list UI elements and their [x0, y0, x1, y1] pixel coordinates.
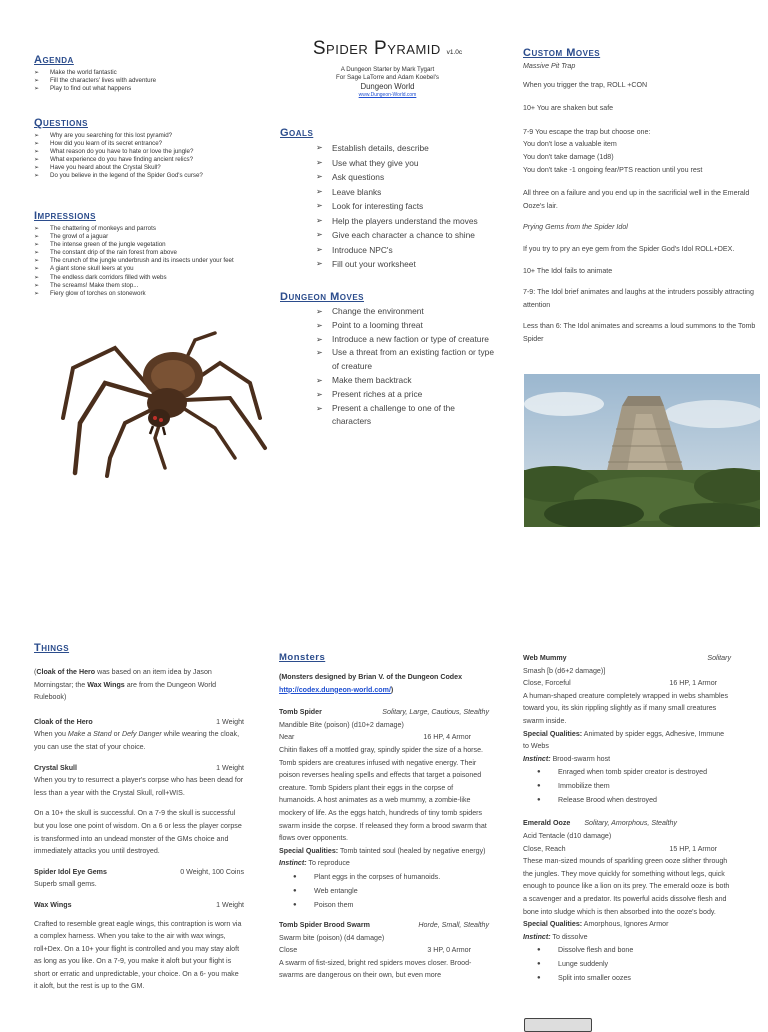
item-weight: 1 Weight — [216, 763, 244, 772]
list-item: ➢ Present a challenge to one of the characters — [280, 402, 495, 430]
agenda-section — [34, 54, 244, 93]
agenda-list — [34, 69, 244, 93]
monster-header — [279, 706, 489, 719]
monsters-continued — [523, 652, 731, 985]
list-item: ➢ Present riches at a price — [280, 388, 495, 402]
list-item: ➢ The crunch of the jungle underbrush and its insects under your feet — [34, 257, 239, 265]
monster-qualities: Special Qualities: Tomb tainted soul (healed by negative energy) — [279, 846, 486, 855]
item-header — [34, 899, 244, 912]
monster-header — [523, 652, 731, 665]
monster-description: A human-shaped creature completely wrapped in webs shambles toward you, its skin rippling slightly as if many small creatures swarm inside. — [523, 691, 729, 725]
dungeon-moves-list — [280, 305, 495, 429]
monster-attack: Smash [b (d6+2 damage)] — [523, 666, 606, 675]
list-item: ● Release Brood when destroyed — [523, 793, 731, 807]
item-description: When you Make a Stand or Defy Danger while wearing the cloak, you can use the stat of your choice. — [34, 730, 240, 751]
list-item: ➢ Change the environment — [280, 305, 495, 319]
goals-heading: Goals — [280, 127, 314, 139]
codex-link[interactable]: http://codex.dungeon-world.com/ — [279, 685, 391, 694]
monster-attack: Acid Tentacle (d10 damage) — [523, 831, 612, 840]
list-item: ➢ Have you heard about the Crystal Skull? — [34, 164, 254, 172]
list-item: ➢ Why are you searching for this lost pyramid? — [34, 132, 254, 140]
item-description: Crafted to resemble great eagle wings, this contraption is worn via a complex harness. When you take to the air with wax wings, roll+Dex. On a 10+ your flight is controlled and you may stay aloft as long as you like. On a 7-9, you make it aloft but your flight is short or erratic and unpredictable, your choice. On a 6- you make it aloft, but the rest is up to the GM. — [34, 919, 242, 991]
item-header — [34, 762, 244, 775]
trap-title: Massive Pit Trap — [523, 62, 576, 70]
trap-result-79: 7-9 You escape the trap but choose one: — [523, 127, 651, 136]
item-weight: 1 Weight — [216, 900, 244, 909]
list-item: ➢ Use a threat from an existing faction or type of creature — [280, 346, 495, 374]
monster-stats-row: Close, Forceful 16 HP, 1 Armor — [523, 679, 717, 688]
trap-option: You don't lose a valuable item — [523, 140, 617, 149]
item-name: Cloak of the Hero — [34, 717, 93, 726]
list-item: ➢ Use what they give you — [280, 156, 500, 171]
trap-failure: All three on a failure and you end up in the sacrificial well in the Emerald Ooze's lair. — [523, 189, 750, 210]
list-item: ➢ Introduce a new faction or type of creature — [280, 333, 495, 347]
monster-moves — [523, 943, 731, 985]
list-item: ● Plant eggs in the corpses of humanoids. — [279, 870, 489, 884]
things-heading: Things — [34, 642, 70, 654]
monster-description: A swarm of fist-sized, bright red spiders moves closer. Brood-swarms are dangerous on their own, but even more — [279, 958, 472, 980]
license-badge — [524, 1018, 592, 1032]
monster-description: Chitin flakes off a mottled gray, spindly spider the size of a horse. Tomb spiders are creatures infused with negative energy. Their poison reverses healing spells and effects that target a poisoned creature. Tomb Spiders plant their eggs in the corpse of humanoids. A host animates as a web mummy, a zombie-like mockery of life. As the eggs hatch, hundreds of tiny tomb spiders swarm inside the corpse. If released they form a brood swarm that flows over opponents. — [279, 745, 487, 843]
goals-list — [280, 141, 500, 272]
list-item: ● Immobilize them — [523, 779, 731, 793]
trap-trigger: When you trigger the trap, ROLL +CON — [523, 80, 648, 89]
goals-section — [280, 127, 500, 272]
page-title: Spider Pyramid — [312, 38, 441, 59]
questions-list — [34, 132, 254, 181]
monster-name: Web Mummy — [523, 654, 567, 662]
idol-result-10: 10+ The Idol fails to animate — [523, 266, 613, 275]
list-item: ➢ The screams! Make them stop... — [34, 282, 239, 290]
monster-tags: Solitary — [707, 654, 731, 662]
monsters-credit: (Monsters designed by Brian V. of the Dungeon Codex http://codex.dungeon-world.com/) — [279, 673, 463, 694]
things-section — [34, 642, 244, 993]
list-item: ● Poison them — [279, 898, 489, 912]
list-item: ➢ What reason do you have to hate or love the jungle? — [34, 148, 254, 156]
list-item: ➢ The endless dark corridors filled with webs — [34, 274, 239, 282]
list-item: ➢ Fill out your worksheet — [280, 257, 500, 272]
questions-heading: Questions — [34, 117, 88, 129]
trap-result-10: 10+ You are shaken but safe — [523, 104, 614, 113]
idol-result-fail: Less than 6: The Idol animates and screams a loud summons to the Tomb Spider — [523, 322, 756, 343]
monster-tags: Solitary, Amorphous, Stealthy — [584, 819, 677, 828]
version-label: v1.0c — [446, 49, 463, 56]
list-item: ➢ The constant drip of the rain forest from above — [34, 249, 239, 257]
list-item: ● Dissolve flesh and bone — [523, 943, 731, 957]
monster-header — [523, 817, 731, 830]
item-name: Crystal Skull — [34, 763, 77, 772]
agenda-heading: Agenda — [34, 54, 74, 66]
monster-description: These man-sized mounds of sparkling green ooze slither through the jungles. They move quickly for something without legs, quick enough to pounce like a lion on its prey. The emerald ooze is both a scavenger and a predator. Its powerful acids dissolve flesh and bone into sludge which is then absorbed into the ooze's body. — [523, 857, 730, 916]
impressions-section — [34, 210, 239, 298]
list-item: ➢ Give each character a chance to shine — [280, 228, 500, 243]
idol-trigger: If you try to pry an eye gem from the Spider God's Idol ROLL+DEX. — [523, 244, 735, 253]
list-item: ➢ Fiery glow of torches on stonework — [34, 290, 239, 298]
item-header — [34, 866, 244, 879]
list-item: ➢ Ask questions — [280, 170, 500, 185]
item-name: Spider Idol Eye Gems — [34, 867, 107, 876]
trap-option: You don't take damage (1d8) — [523, 152, 614, 161]
list-item: ➢ The intense green of the jungle vegetation — [34, 241, 239, 249]
byline: A Dungeon Starter by Mark Tygart — [340, 66, 435, 73]
item-header — [34, 716, 244, 729]
list-item: ➢ Fill the characters' lives with adventure — [34, 77, 244, 85]
game-name: Dungeon World — [360, 82, 415, 91]
monster-tags: Solitary, Large, Cautious, Stealthy — [382, 708, 489, 717]
list-item: ➢ Play to find out what happens — [34, 85, 244, 93]
list-item: ➢ Do you believe in the legend of the Spider God's curse? — [34, 172, 254, 180]
idol-result-79: 7-9: The Idol brief animates and laughs at the intruders possibly attracting attention — [523, 288, 754, 309]
list-item: ➢ How did you learn of its secret entrance? — [34, 140, 254, 148]
list-item: ➢ Look for interesting facts — [280, 199, 500, 214]
for-line: For Sage LaTorre and Adam Koebel's — [336, 74, 439, 81]
item-name: Wax Wings — [34, 900, 72, 909]
monsters-heading: Monsters — [279, 652, 326, 663]
monster-moves — [279, 870, 489, 912]
list-item: ➢ Establish details, describe — [280, 141, 500, 156]
list-item: ➢ Make them backtrack — [280, 374, 495, 388]
monster-instinct: Instinct: Brood-swarm host — [523, 754, 611, 763]
list-item: ➢ Leave blanks — [280, 185, 500, 200]
idol-title: Prying Gems from the Spider Idol — [523, 223, 628, 232]
things-credit: (Cloak of the Hero was based on an item idea by Jason Morningstar; the Wax Wings are from the Dungeon World Rulebook) — [34, 668, 217, 702]
dungeon-moves-heading: Dungeon Moves — [280, 291, 365, 303]
list-item: ● Split into smaller oozes — [523, 971, 731, 985]
monster-instinct: Instinct: To reproduce — [279, 859, 350, 868]
item-weight: 0 Weight, 100 Coins — [180, 867, 244, 876]
item-weight: 1 Weight — [216, 717, 244, 726]
list-item: ➢ Help the players understand the moves — [280, 214, 500, 229]
monster-qualities: Special Qualities: Animated by spider eggs, Adhesive, Immune to Webs — [523, 729, 725, 751]
impressions-list — [34, 225, 239, 298]
monster-attack: Swarm bite (poison) (d4 damage) — [279, 933, 385, 942]
giant-spider-illustration — [55, 328, 270, 478]
impressions-heading: Impressions — [34, 210, 96, 222]
monster-tags: Horde, Small, Stealthy — [418, 920, 489, 929]
list-item: ● Enraged when tomb spider creator is destroyed — [523, 765, 731, 779]
list-item: ● Web entangle — [279, 884, 489, 898]
monster-attack: Mandible Bite (poison) (d10+2 damage) — [279, 720, 404, 729]
list-item: ➢ A giant stone skull leers at you — [34, 265, 239, 273]
list-item: ➢ The growl of a jaguar — [34, 233, 239, 241]
monster-header — [279, 919, 489, 932]
monster-name: Tomb Spider Brood Swarm — [279, 920, 370, 929]
item-description: On a 10+ the skull is successful. On a 7-9 the skull is successful but you lose one point of wisdom. On a 6 or less the player corpse is transformed into an undead monster of the GMs choice and immediately attacks you until destroyed. — [34, 809, 242, 856]
monster-name: Tomb Spider — [279, 708, 322, 717]
list-item: ● Lunge suddenly — [523, 957, 731, 971]
list-item: ➢ The chattering of monkeys and parrots — [34, 225, 239, 233]
monster-qualities: Special Qualities: Amorphous, Ignores Armor — [523, 920, 669, 929]
monster-name: Emerald Ooze — [523, 819, 571, 828]
website-link[interactable]: www.Dungeon-World.com — [358, 92, 417, 98]
monster-stats-row: Close, Reach 15 HP, 1 Armor — [523, 844, 717, 853]
item-description: When you try to resurrect a player's corpse who has been dead for less than a year with the Crystal Skull, roll+WIS. — [34, 776, 244, 797]
monster-moves — [523, 765, 731, 807]
list-item: ➢ Point to a looming threat — [280, 319, 495, 333]
monster-instinct: Instinct: To dissolve — [523, 932, 588, 941]
custom-moves-heading: Custom Moves — [523, 47, 601, 59]
title-block — [280, 38, 495, 99]
monster-stats-row: Close 3 HP, 0 Armor — [279, 946, 471, 955]
monsters-section — [279, 652, 489, 982]
list-item: ➢ Introduce NPC's — [280, 243, 500, 258]
custom-moves-section — [523, 47, 761, 346]
trap-option: You don't take -1 ongoing fear/PTS reaction until you rest — [523, 165, 703, 174]
dungeon-moves-section — [280, 291, 495, 429]
list-item: ➢ Make the world fantastic — [34, 69, 244, 77]
list-item: ➢ What experience do you have finding ancient relics? — [34, 156, 254, 164]
questions-section — [34, 117, 254, 181]
pyramid-photo — [524, 374, 760, 527]
monster-stats-row: Near 16 HP, 4 Armor — [279, 733, 471, 742]
item-description: Superb small gems. — [34, 880, 97, 889]
